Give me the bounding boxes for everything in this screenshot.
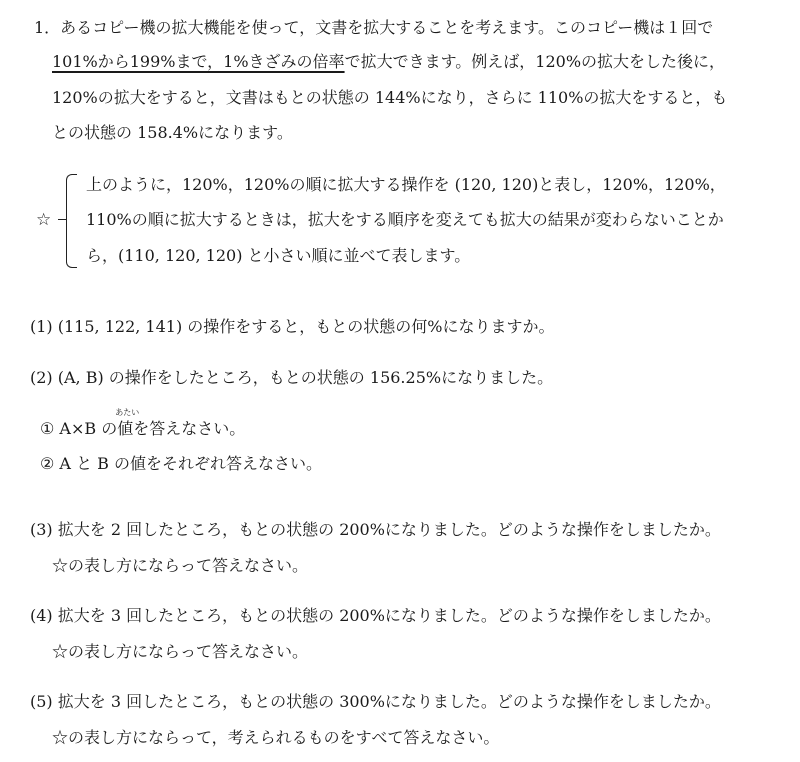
brace-tip xyxy=(58,219,66,220)
sub-1-after: を答えなさい。 xyxy=(133,419,246,438)
sub-1-before: ① A×B の xyxy=(40,419,118,438)
note-line-2: 110%の順に拡大するときは，拡大をする順序を変えても拡大の結果が変わらないことか xyxy=(86,210,724,229)
ruby-base: 値 xyxy=(117,419,134,438)
question-2: (2) (A, B) の操作をしたところ，もとの状態の 156.25%になりました。 xyxy=(30,368,554,387)
note-line-3: ら，(110, 120, 120) と小さい順に並べて表します。 xyxy=(86,246,471,265)
intro-line-3: 120%の拡大をすると，文書はもとの状態の 144%になり，さらに 110%の拡大をすると，も xyxy=(52,88,728,107)
question-5: (5) 拡大を 3 回したところ，もとの状態の 300%になりました。どのような操作をしましたか。 xyxy=(30,692,721,711)
intro-line-4: との状態の 158.4%になります。 xyxy=(52,123,293,142)
question-4: (4) 拡大を 3 回したところ，もとの状態の 200%になりました。どのような操作をしましたか。 xyxy=(30,606,721,625)
ruby-group xyxy=(115,408,140,439)
question-1: (1) (115, 122, 141) の操作をすると，もとの状態の何%になりますか。 xyxy=(30,317,555,336)
note-line-1: 上のように，120%，120%の順に拡大する操作を (120, 120)と表し，120%，120%， xyxy=(86,175,726,194)
question-2-sub-2: ② A と B の値をそれぞれ答えなさい。 xyxy=(40,454,323,473)
star-mark: ☆ xyxy=(36,210,52,230)
ruby-reading: あたい xyxy=(115,408,140,417)
question-2-sub-1 xyxy=(40,408,246,439)
note-brace xyxy=(66,174,77,268)
question-4-follow: ☆の表し方にならって答えなさい。 xyxy=(52,642,309,661)
question-5-follow: ☆の表し方にならって，考えられるものをすべて答えなさい。 xyxy=(52,728,500,747)
intro-line-2 xyxy=(52,52,725,72)
intro-line-1: 1．あるコピー機の拡大機能を使って，文書を拡大することを考えます。このコピー機は１回で xyxy=(34,18,714,37)
intro-line-2-rest: で拡大できます。例えば，120%の拡大をした後に， xyxy=(344,52,726,71)
intro-underlined-phrase: 101%から199%まで，1%きざみの倍率 xyxy=(52,52,345,71)
question-3: (3) 拡大を 2 回したところ，もとの状態の 200%になりました。どのような操作をしましたか。 xyxy=(30,520,721,539)
question-3-follow: ☆の表し方にならって答えなさい。 xyxy=(52,556,309,575)
